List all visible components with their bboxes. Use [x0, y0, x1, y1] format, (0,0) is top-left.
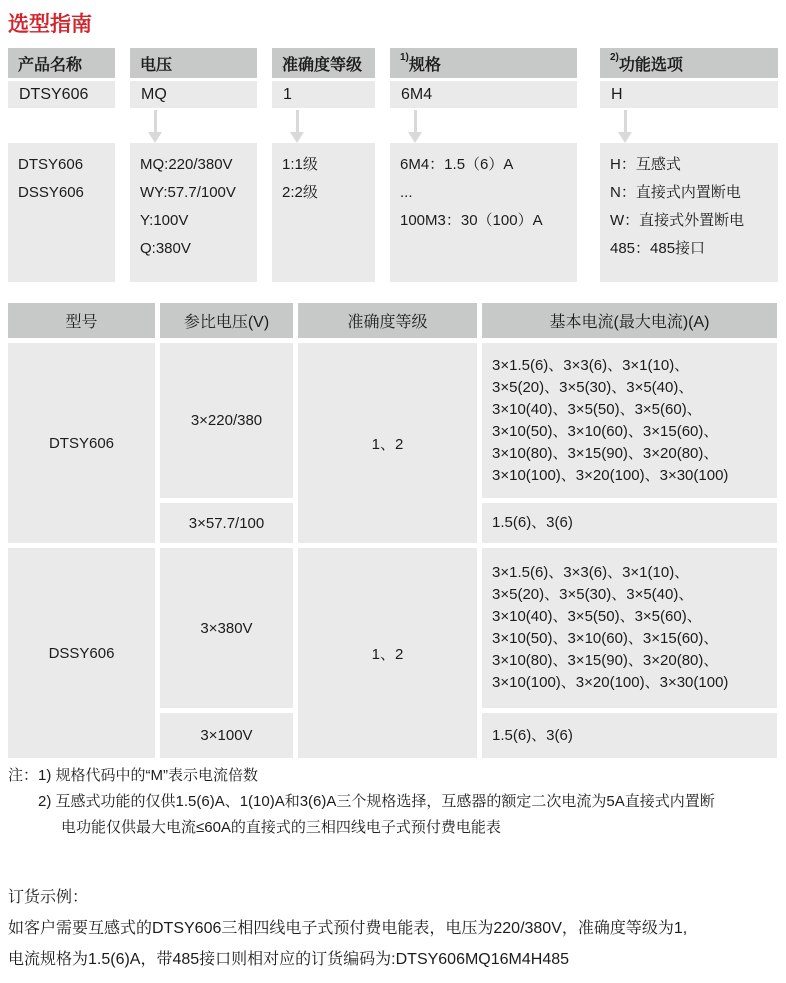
current-line: 3×10(40)、3×5(50)、3×5(60)、 — [492, 608, 702, 625]
current-line: 3×10(80)、3×15(90)、3×20(80)、 — [492, 652, 719, 669]
diagram-column-voltage — [130, 48, 257, 288]
order-example-line: 如客户需要互感式的DTSY606三相四线电子式预付费电能表，电压为220/380V，准确度等级为1, — [8, 920, 688, 937]
diagram-code-value: MQ — [130, 81, 257, 108]
diagram-detail-box — [272, 143, 375, 282]
detail-line: DTSY606 — [18, 156, 84, 173]
header-superscript: 2) — [610, 52, 619, 63]
arrow-head — [618, 132, 632, 143]
diagram-header-label: 功能选项 — [618, 56, 683, 74]
accuracy-cell: 1、2 — [298, 548, 477, 758]
model-code-diagram — [0, 48, 786, 288]
table-header-row — [8, 303, 777, 338]
arrow-stem — [296, 110, 299, 132]
current-line: 3×10(100)、3×20(100)、3×30(100) — [492, 674, 729, 691]
current-line: 3×10(80)、3×15(90)、3×20(80)、 — [492, 444, 719, 462]
current-line: 1.5(6)、3(6) — [492, 514, 573, 531]
diagram-header-label: 规格 — [408, 56, 441, 74]
diagram-detail-box — [130, 143, 257, 282]
current-line: 3×10(40)、3×5(50)、3×5(60)、 — [492, 400, 702, 418]
current-cell — [482, 343, 777, 498]
arrow-stem — [154, 110, 157, 132]
arrow-stem — [624, 110, 627, 132]
voltage-cell: 3×100V — [160, 713, 293, 758]
current-line: 3×10(100)、3×20(100)、3×30(100) — [492, 466, 729, 484]
col-header-current: 基本电流(最大电流)(A) — [482, 303, 777, 338]
diagram-header-label: 准确度等级 — [282, 56, 363, 74]
detail-line: 6M4：1.5（6）A — [400, 156, 514, 173]
diagram-code-value: 6M4 — [390, 81, 577, 108]
current-line: 1.5(6)、3(6) — [492, 726, 573, 744]
arrow-stem — [414, 110, 417, 132]
footnotes — [8, 763, 786, 841]
diagram-column-header — [272, 48, 375, 78]
detail-line: W：直接式外置断电 — [610, 212, 745, 229]
diagram-column-accuracy — [272, 48, 375, 288]
spec-table — [3, 298, 782, 763]
current-cell — [482, 713, 777, 758]
detail-line: WY:57.7/100V — [140, 184, 236, 201]
order-example — [8, 882, 786, 975]
diagram-header-label: 电压 — [140, 56, 173, 74]
diagram-detail-box — [390, 143, 577, 282]
order-example-line: 电流规格为1.5(6)A，带485接口则相对应的订货编码为:DTSY606MQ16M4H485 — [8, 951, 570, 968]
detail-line: 485：485接口 — [610, 240, 706, 257]
current-line: 3×1.5(6)、3×3(6)、3×1(10)、 — [492, 356, 690, 374]
diagram-code-value: DTSY606 — [8, 81, 115, 108]
accuracy-cell: 1、2 — [298, 343, 477, 543]
diagram-column-function — [600, 48, 778, 288]
diagram-column-product-name — [8, 48, 115, 288]
diagram-header-label: 产品名称 — [18, 56, 83, 74]
note-line: 电功能仅供最大电流≤60A的直接式的三相四线电子式预付费电能表 — [61, 819, 501, 836]
voltage-cell: 3×57.7/100 — [160, 503, 293, 543]
col-header-voltage: 参比电压(V) — [160, 303, 293, 338]
detail-line: 2:2级 — [282, 184, 318, 201]
table-row — [8, 548, 777, 708]
current-line: 3×1.5(6)、3×3(6)、3×1(10)、 — [492, 564, 690, 581]
detail-line: MQ:220/380V — [140, 156, 233, 173]
col-header-accuracy: 准确度等级 — [298, 303, 477, 338]
current-line: 3×10(50)、3×10(60)、3×15(60)、 — [492, 630, 719, 647]
detail-line: 1:1级 — [282, 156, 318, 173]
note-line: 注：1) 规格代码中的“M”表示电流倍数 — [8, 767, 258, 784]
arrow-head — [148, 132, 162, 143]
down-arrow-icon — [618, 110, 632, 142]
detail-line: ... — [400, 184, 413, 201]
detail-line: DSSY606 — [18, 184, 84, 201]
voltage-cell: 3×380V — [160, 548, 293, 708]
model-cell: DTSY606 — [8, 343, 155, 543]
detail-line: 100M3：30（100）A — [400, 212, 543, 229]
arrow-head — [290, 132, 304, 143]
detail-line: N：直接式内置断电 — [610, 184, 741, 201]
detail-line: H：互感式 — [610, 156, 681, 173]
model-cell: DSSY606 — [8, 548, 155, 758]
header-superscript: 1) — [400, 52, 409, 63]
diagram-column-header — [600, 48, 778, 78]
voltage-cell: 3×220/380 — [160, 343, 293, 498]
diagram-code-value: 1 — [272, 81, 375, 108]
arrow-head — [408, 132, 422, 143]
diagram-detail-box — [8, 143, 115, 282]
diagram-code-value: H — [600, 81, 778, 108]
table-row — [8, 343, 777, 498]
page-title: 选型指南 — [8, 13, 92, 36]
note-line: 2) 互感式功能的仅供1.5(6)A、1(10)A和3(6)A三个规格选择，互感器的额定二次电流为5A直接式内置断 — [38, 793, 715, 810]
detail-line: Q:380V — [140, 240, 191, 257]
current-line: 3×5(20)、3×5(30)、3×5(40)、 — [492, 378, 694, 396]
current-line: 3×10(50)、3×10(60)、3×15(60)、 — [492, 422, 719, 440]
down-arrow-icon — [408, 110, 422, 142]
diagram-column-spec — [390, 48, 577, 288]
diagram-detail-box — [600, 143, 778, 282]
down-arrow-icon — [148, 110, 162, 142]
diagram-column-header — [8, 48, 115, 78]
down-arrow-icon — [290, 110, 304, 142]
current-cell — [482, 548, 777, 708]
col-header-model: 型号 — [8, 303, 155, 338]
diagram-column-header — [390, 48, 577, 78]
current-line: 3×5(20)、3×5(30)、3×5(40)、 — [492, 586, 694, 603]
diagram-column-header — [130, 48, 257, 78]
current-cell — [482, 503, 777, 543]
detail-line: Y:100V — [140, 212, 189, 229]
order-example-heading: 订货示例： — [8, 889, 89, 906]
